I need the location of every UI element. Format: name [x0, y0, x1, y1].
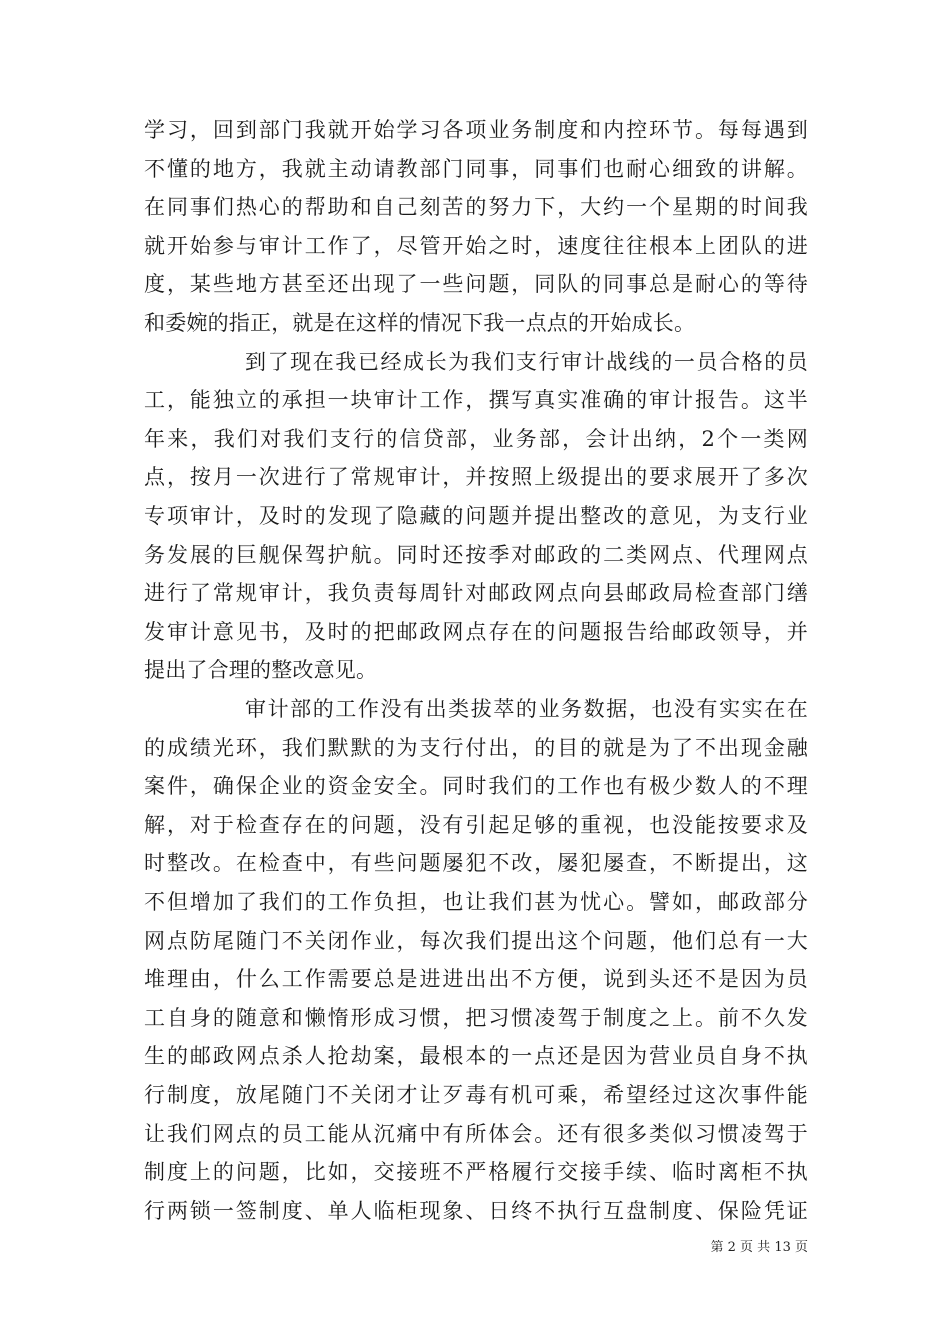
body-text-line: 进行了常规审计，我负责每周针对邮政网点向县邮政局检查部门缮 — [144, 581, 808, 606]
body-text-line: 行两锁一签制度、单人临柜现象、日终不执行互盘制度、保险凭证 — [144, 1198, 808, 1223]
body-text-line: 让我们网点的员工能从沉痛中有所体会。还有很多类似习惯凌驾于 — [144, 1121, 808, 1146]
body-text-line: 解，对于检查存在的问题，没有引起足够的重视，也没能按要求及 — [144, 812, 808, 837]
body-text-line: 发审计意见书，及时的把邮政网点存在的问题报告给邮政领导，并 — [144, 619, 808, 644]
body-text-line: 度，某些地方甚至还出现了一些问题，同队的同事总是耐心的等待 — [144, 272, 808, 297]
body-text-line: 和委婉的指正，就是在这样的情况下我一点点的开始成长。 — [144, 311, 696, 335]
body-text-line: 不懂的地方，我就主动请教部门同事，同事们也耐心细致的讲解。 — [144, 156, 808, 181]
body-text-line: 年来，我们对我们支行的信贷部，业务部，会计出纳，2个一类网 — [144, 426, 808, 451]
body-text-line: 专项审计，及时的发现了隐藏的问题并提出整改的意见，为支行业 — [144, 504, 808, 528]
body-text-line: 时整改。在检查中，有些问题屡犯不改，屡犯屡查，不断提出，这 — [144, 851, 808, 876]
body-text-line: 务发展的巨舰保驾护航。同时还按季对邮政的二类网点、代理网点 — [144, 542, 808, 567]
paragraph-first-line: 到了现在我已经成长为我们支行审计战线的一员合格的员 — [245, 349, 808, 374]
body-text-line: 案件，确保企业的资金安全。同时我们的工作也有极少数人的不理 — [144, 774, 808, 799]
body-text-line: 的成绩光环，我们默默的为支行付出，的目的就是为了不出现金融 — [144, 735, 808, 760]
body-text-line: 提出了合理的整改意见。 — [144, 658, 378, 683]
body-text-line: 学习，回到部门我就开始学习各项业务制度和内控环节。每每遇到 — [144, 118, 808, 142]
body-text-line: 点，按月一次进行了常规审计，并按照上级提出的要求展开了多次 — [144, 465, 808, 490]
body-text-line: 工自身的随意和懒惰形成习惯，把习惯凌驾于制度之上。前不久发 — [144, 1005, 808, 1030]
body-text-line: 网点防尾随门不关闭作业，每次我们提出这个问题，他们总有一大 — [144, 928, 808, 953]
body-text-line: 行制度，放尾随门不关闭才让歹毒有机可乘，希望经过这次事件能 — [144, 1083, 808, 1107]
body-text-line: 生的邮政网点杀人抢劫案，最根本的一点还是因为营业员自身不执 — [144, 1044, 808, 1069]
paragraph-first-line: 审计部的工作没有出类拔萃的业务数据，也没有实实在在 — [245, 697, 808, 721]
body-text-line: 不但增加了我们的工作负担，也让我们甚为忧心。譬如，邮政部分 — [144, 890, 808, 914]
body-text-line: 制度上的问题，比如，交接班不严格履行交接手续、临时离柜不执 — [144, 1160, 808, 1185]
page-number: 第 2 页 共 13 页 — [710, 1240, 808, 1256]
body-text-line: 堆理由，什么工作需要总是进进出出不方便，说到头还不是因为员 — [144, 967, 808, 992]
body-text-line: 工，能独立的承担一块审计工作，撰写真实准确的审计报告。这半 — [144, 388, 808, 413]
body-text-line: 就开始参与审计工作了，尽管开始之时，速度往往根本上团队的进 — [144, 233, 808, 258]
body-text-line: 在同事们热心的帮助和自己刻苦的努力下，大约一个星期的时间我 — [144, 195, 808, 220]
